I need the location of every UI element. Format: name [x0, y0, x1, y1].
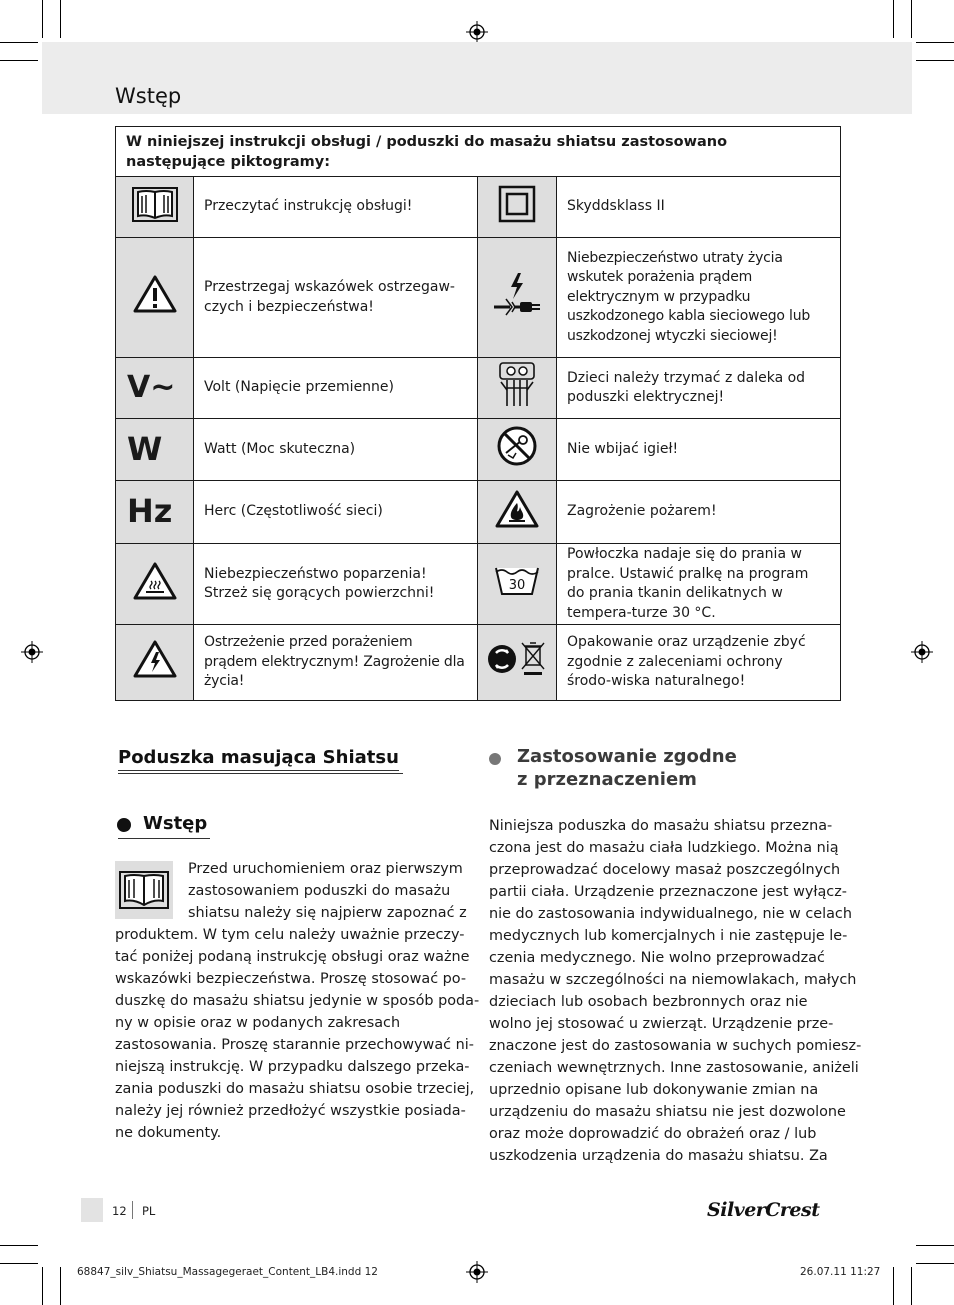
no-pins-icon: [478, 419, 557, 481]
fire-hazard-icon: [478, 481, 557, 544]
crop-mark: [42, 1267, 43, 1305]
usage-line: partii ciała. Urządzenie przeznaczone jest wyłącz-: [489, 884, 847, 900]
bullet-icon: [489, 753, 501, 765]
intro-line: zastosowania. Proszę starannie przechowywać ni-: [115, 1037, 474, 1053]
registration-mark-icon: [466, 1261, 488, 1283]
usage-line: nie do zastosowania indywidualnego, nie w celach: [489, 906, 852, 922]
volt-symbol: V~: [116, 358, 194, 419]
book-icon: [116, 177, 194, 238]
usage-line: urządzeniu do masażu shiatsu nie jest dozwolone: [489, 1104, 846, 1120]
intro-line: niejszą instrukcję. W przypadku dalszego przeka-: [115, 1059, 470, 1075]
language-code: PL: [142, 1204, 156, 1218]
crop-mark: [0, 1263, 38, 1264]
table-row: [116, 481, 841, 544]
pictogram-description: Opakowanie oraz urządzenie zbyć zgodnie z zaleceniami ochrony środo-wiska naturalnego!: [557, 625, 841, 701]
usage-line: czona jest do masażu ciała ludzkiego. Można nią: [489, 840, 839, 856]
recycling-disposal-icon: [478, 625, 557, 701]
usage-line: przeprowadzać docelowy masaż poszczególnych: [489, 862, 841, 878]
pictogram-description: Dzieci należy trzymać z daleka od poduszki elektrycznej!: [557, 358, 841, 419]
intro-line: Przed uruchomieniem oraz pierwszym: [188, 861, 463, 877]
intro-line: shiatsu należy się najpierw zapoznać z: [188, 905, 467, 921]
wash-temperature-label: 30: [508, 577, 526, 593]
usage-line: masażu w szczególności na niemowlakach, małych: [489, 972, 857, 988]
usage-line: wolno jej stosować u zwierząt. Urządzenie prze-: [489, 1016, 834, 1032]
crop-mark: [893, 1267, 894, 1305]
intro-line: zastosowaniem poduszki do masażu: [188, 883, 451, 899]
intro-line: zania poduszki do masażu shiatsu osobie trzeciej,: [115, 1081, 475, 1097]
table-row: [116, 238, 841, 358]
pictogram-description: Volt (Napięcie przemienne): [194, 358, 478, 419]
page-title: Wstęp: [115, 84, 182, 108]
electric-shock-warning-icon: [116, 625, 194, 701]
intro-line: należy jej również przedłożyć wszystkie posiada-: [115, 1103, 466, 1119]
crop-mark: [0, 60, 38, 61]
pictogram-description: Powłoczka nadaje się do prania w pralce. Ustawić pralkę na program do prania tkanin delikatnych w tempera-turze 30 °C.: [557, 544, 841, 625]
intro-line: wskazówki bezpieczeństwa. Proszę stosować po-: [115, 971, 467, 987]
title-underline: [118, 773, 403, 774]
crop-mark: [911, 1267, 912, 1305]
usage-line: czeniach wewnętrznych. Inne zastosowanie, aniżeli: [489, 1060, 859, 1076]
intro-line: duszkę do masażu shiatsu jedynie w sposób poda-: [115, 993, 480, 1009]
hot-surface-icon: [116, 544, 194, 625]
product-title-text: Poduszka masująca Shiatsu: [118, 747, 399, 771]
table-row: [116, 419, 841, 481]
usage-line: uszkodzenia urządzenia do masażu shiatsu. Za: [489, 1148, 828, 1164]
book-icon: [115, 861, 173, 919]
table-row: [116, 358, 841, 419]
registration-mark-icon: [21, 641, 43, 663]
crop-mark: [893, 0, 894, 38]
pictogram-description: Niebezpieczeństwo utraty życia wskutek porażenia prądem elektrycznym w przypadku uszkodzonego kabla sieciowego lub uszkodzonej wtyczki sieciowej!: [557, 238, 841, 358]
table-row: [116, 625, 841, 701]
wash-30-icon: [478, 544, 557, 625]
table-heading: W niniejszej instrukcji obsługi / poduszki do masażu shiatsu zastosowano następujące piktogramy:: [116, 127, 841, 177]
pictogram-description: Herc (Częstotliwość sieci): [194, 481, 478, 544]
protection-class-ii-icon: [478, 177, 557, 238]
damaged-cable-shock-icon: [478, 238, 557, 358]
intro-line: produktem. W tym celu należy uważnie przeczy-: [115, 927, 465, 943]
print-date: 26.07.11 11:27: [800, 1266, 881, 1278]
footer-tab: [81, 1198, 103, 1222]
usage-line: uprzednio opisane lub dokonywanie zmian na: [489, 1082, 819, 1098]
footer-divider: [132, 1201, 133, 1219]
table-header-row: [116, 127, 841, 177]
usage-line: Niniejsza poduszka do masażu shiatsu przezna-: [489, 818, 833, 834]
pictogram-description: Przeczytać instrukcję obsługi!: [194, 177, 478, 238]
usage-heading-line1: Zastosowanie zgodne: [517, 746, 737, 767]
crop-mark: [0, 42, 38, 43]
brand-logo: SilverCrest: [707, 1199, 820, 1221]
usage-line: oraz może doprowadzić do obrażeń oraz / lub: [489, 1126, 817, 1142]
crop-mark: [60, 1267, 61, 1305]
heading-underline: [118, 838, 210, 839]
intro-heading: Wstęp: [143, 813, 208, 834]
hertz-symbol: Hz: [116, 481, 194, 544]
pictogram-table: [115, 126, 841, 701]
usage-line: dzieciach lub osobach bezbronnych oraz nie: [489, 994, 808, 1010]
registration-mark-icon: [911, 641, 933, 663]
pictogram-description: Przestrzegaj wskazówek ostrzegaw-czych i bezpieczeństwa!: [194, 238, 478, 358]
pictogram-description: Nie wbijać igieł!: [557, 419, 841, 481]
table-row: [116, 177, 841, 238]
usage-line: czenia medycznego. Nie wolno przeprowadzać: [489, 950, 825, 966]
crop-mark: [916, 42, 954, 43]
watt-symbol: W: [116, 419, 194, 481]
pictogram-description: Niebezpieczeństwo poparzenia! Strzeż się gorących powierzchni!: [194, 544, 478, 625]
crop-mark: [916, 1263, 954, 1264]
pictogram-description: Skyddsklass II: [557, 177, 841, 238]
crop-mark: [916, 60, 954, 61]
usage-line: znaczone jest do zastosowania w suchych pomiesz-: [489, 1038, 862, 1054]
intro-line: tać poniżej podaną instrukcję obsługi oraz ważne: [115, 949, 470, 965]
file-info: 68847_silv_Shiatsu_Massagegeraet_Content_LB4.indd 12: [77, 1266, 378, 1278]
table-row: [116, 544, 841, 625]
crop-mark: [42, 0, 43, 38]
pictogram-description: Zagrożenie pożarem!: [557, 481, 841, 544]
crop-mark: [60, 0, 61, 38]
bullet-icon: [117, 818, 131, 832]
crop-mark: [916, 1245, 954, 1246]
usage-heading-line2: z przeznaczeniem: [517, 769, 697, 790]
product-title: [118, 747, 399, 768]
registration-mark-icon: [466, 21, 488, 43]
pictogram-description: Watt (Moc skuteczna): [194, 419, 478, 481]
page-number: 12: [112, 1204, 127, 1218]
intro-line: ne dokumenty.: [115, 1125, 222, 1141]
crop-mark: [0, 1245, 38, 1246]
keep-away-from-children-icon: [478, 358, 557, 419]
crop-mark: [911, 0, 912, 38]
warning-triangle-icon: [116, 238, 194, 358]
intro-line: ny w opisie oraz w podanych zakresach: [115, 1015, 401, 1031]
pictogram-description: Ostrzeżenie przed porażeniem prądem elektrycznym! Zagrożenie dla życia!: [194, 625, 478, 701]
usage-line: medycznych lub komercjalnych i nie zastępuje le-: [489, 928, 848, 944]
